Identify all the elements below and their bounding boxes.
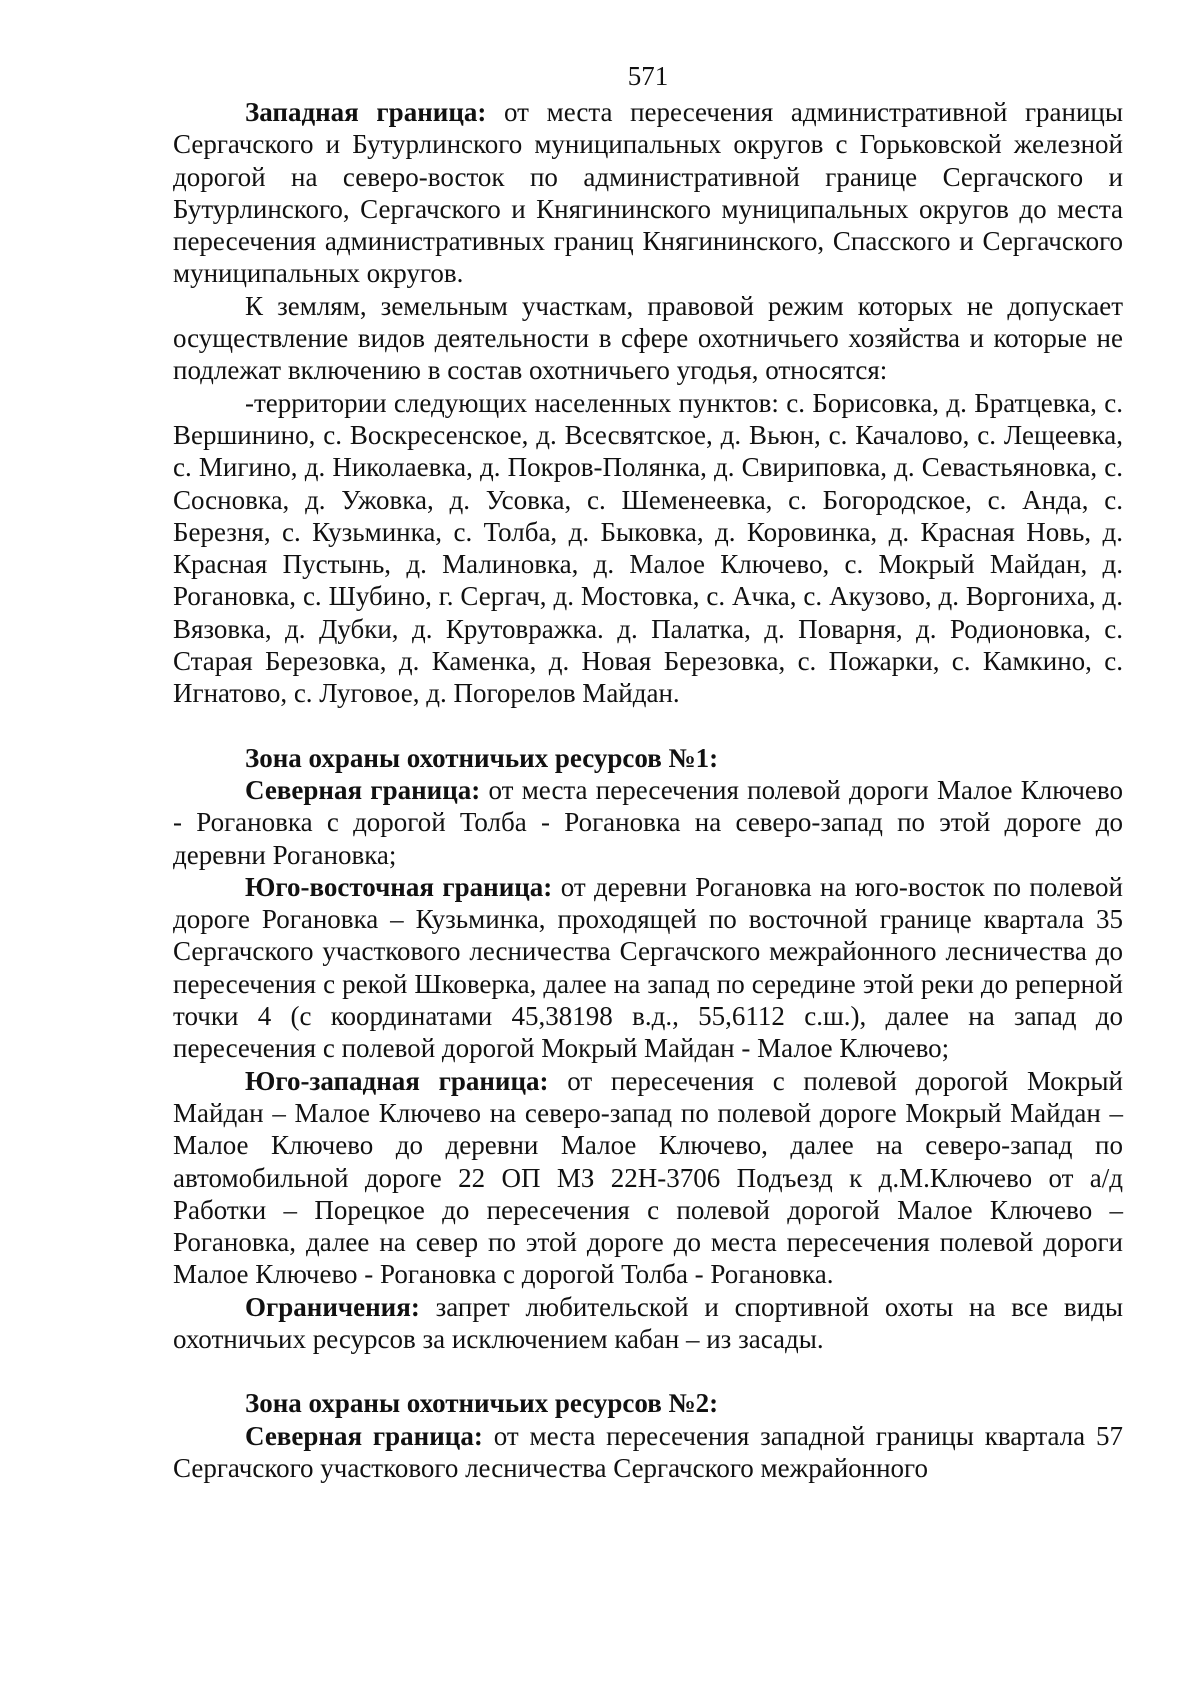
zone2-north-text: от места пересечения западной границы квартала 57 Сергачского участкового лесничества Сергачского межрайонного [173,1420,1123,1483]
zone2-heading: Зона охраны охотничьих ресурсов №2: [245,1388,719,1419]
zone1-restrictions-text: запрет любительской и спортивной охоты на все виды охотничьих ресурсов за исключением кабан – из засады. [173,1291,1123,1354]
zone1-southwest-label: Юго-западная граница: [245,1065,549,1096]
zone1-heading: Зона охраны охотничьих ресурсов №1: [245,742,719,773]
zone1-southeast-paragraph [173,871,1123,1065]
zone1-southeast-text: от деревни Рогановка на юго-восток по полевой дороге Рогановка – Кузьминка, проходящей по восточной границе квартала 35 Сергачского участкового лесничества Сергачского межрайонного лесничества до пересечения с рекой Шковерка, далее на запад по середине этой реки до реперной точки 4 (с координатами 45,38198 в.д., 55,6112 с.ш.), далее на запад до пересечения с полевой дорогой Мокрый Майдан - Малое Ключево; [173,871,1123,1064]
zone1-southwest-text: от пересечения с полевой дорогой Мокрый Майдан – Малое Ключево на северо-запад по полевой дороге Мокрый Майдан – Малое Ключево до деревни Малое Ключево, далее на северо-запад по автомобильной дороге 22 ОП МЗ 22Н-3706 Подъезд к д.М.Ключево от а/д Работки – Порецкое до пересечения с полевой дорогой Малое Ключево – Рогановка, далее на север по этой дороге до места пересечения полевой дороги Малое Ключево - Рогановка с дорогой Толба - Рогановка. [173,1065,1124,1290]
zone1-north-text: от места пересечения полевой дороги Малое Ключево - Рогановка с дорогой Толба - Рогановка на северо-запад по этой дороге до деревни Рогановка; [173,774,1123,870]
west-boundary-label: Западная граница: [245,97,487,127]
zone2-north-paragraph [173,1420,1123,1485]
spacer [173,710,1123,742]
zone1-southeast-label: Юго-восточная граница: [245,871,553,902]
spacer [173,1355,1123,1387]
zone1-north-paragraph [173,774,1123,871]
zone2-north-label: Северная граница: [245,1420,483,1451]
settlements-paragraph: -территории следующих населенных пунктов: с. Борисовка, д. Братцевка, с. Вершинино, с. Воскресенское, д. Всесвятское, д. Вьюн, с. Качалово, с. Лещеевка, с. Мигино, д. Николаевка, д. Покров-Полянка, д. Свириповка, д. Севастьяновка, с. Сосновка, д. Ужовка, д. Усовка, с. Шеменеевка, с. Богородское, с. Анда, с. Березня, с. Кузьминка, с. Толба, д. Быковка, д. Коровинка, д. Красная Новь, д. Красная Пустынь, д. Малиновка, д. Малое Ключево, с. Мокрый Майдан, д. Рогановка, с. Шубино, г. Сергач, д. Мостовка, с. Ачка, с. Акузово, д. Воргониха, д. Вязовка, д. Дубки, д. Крутовражка. д. Палатка, д. Поварня, д. Родионовка, с. Старая Березовка, д. Каменка, д. Новая Березовка, с. Пожарки, с. Камкино, с. Игнатово, с. Луговое, д. Погорелов Майдан. [173,387,1123,709]
page-number: 571 [627,61,669,91]
west-boundary-paragraph [173,96,1123,290]
restricted-lands-paragraph: К землям, земельным участкам, правовой режим которых не допускает осуществление видов деятельности в сфере охотничьего хозяйства и которые не подлежат включению в состав охотничьего угодья, относятся: [173,290,1123,386]
west-boundary-text: от места пересечения административной границы Сергачского и Бутурлинского муниципальных округов с Горьковской железной дорогой на северо-восток по административной границе Сергачского и Бутурлинского, Сергачского и Княгининского муниципальных округов до места пересечения административных границ Княгининского, Спасского и Сергачского муниципальных округов. [173,97,1124,289]
zone1-southwest-paragraph [173,1065,1123,1291]
zone1-restrictions-label: Ограничения: [245,1291,420,1322]
zone1-north-label: Северная граница: [245,774,481,805]
document-page [173,60,1123,1484]
zone1-restrictions-paragraph [173,1291,1123,1356]
